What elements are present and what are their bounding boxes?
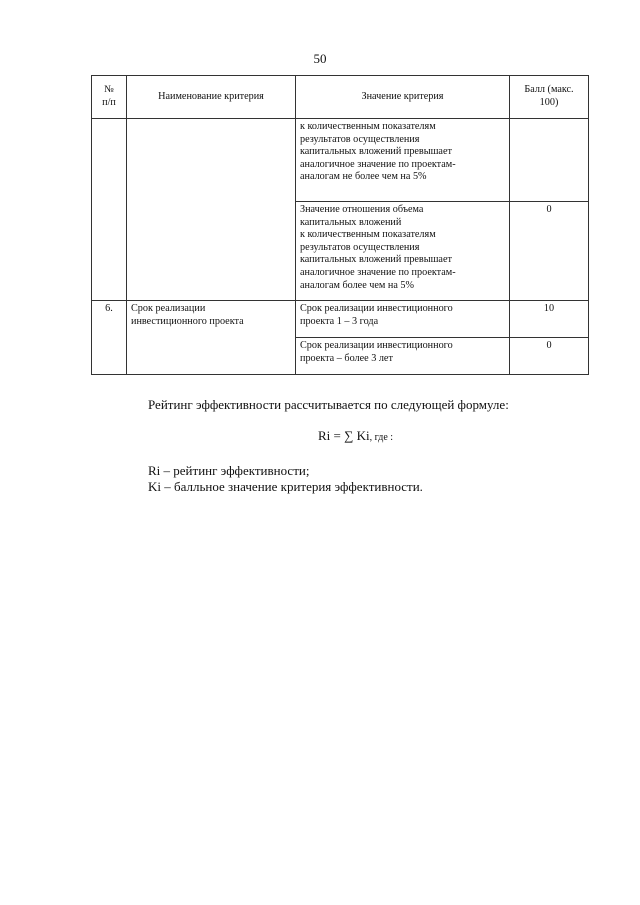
criterion-name-cell <box>127 119 296 301</box>
header-criterion-name: Наименование критерия <box>127 76 296 119</box>
criterion-value-cell: к количественным показателям результатов осуществления капитальных вложений превышает аналогичное значение по проектам- аналогам не более чем на 5% <box>296 119 510 202</box>
formula-main: Ri = ∑ Ki <box>318 428 370 443</box>
criterion-value-cell: Значение отношения объема капитальных вложений к количественным показателям результатов осуществления капитальных вложений превышает аналогичное значение по проектам- аналогам более чем на 5% <box>296 202 510 301</box>
header-criterion-value: Значение критерия <box>296 76 510 119</box>
criterion-value-cell: Срок реализации инвестиционного проекта – более 3 лет <box>296 338 510 375</box>
formula-tail: , где : <box>369 432 394 443</box>
header-number: № п/п <box>92 76 127 119</box>
criterion-value-cell: Срок реализации инвестиционного проекта 1 – 3 года <box>296 301 510 338</box>
definitions-list <box>148 463 423 495</box>
score-cell: 0 <box>510 338 589 375</box>
row-number-cell <box>92 119 127 301</box>
page-number: 50 <box>313 51 327 66</box>
table-row <box>92 119 589 202</box>
formula-intro-text: Рейтинг эффективности рассчитывается по следующей формуле: <box>148 397 509 412</box>
criterion-name-cell: Срок реализации инвестиционного проекта <box>127 301 296 375</box>
score-cell <box>510 119 589 202</box>
header-score: Балл (макс. 100) <box>510 76 589 119</box>
definition-item: Ki – балльное значение критерия эффективности. <box>148 479 423 494</box>
table-header-row <box>92 76 589 119</box>
definition-item: Ri – рейтинг эффективности; <box>148 463 310 478</box>
row-number-cell: 6. <box>92 301 127 375</box>
criteria-table <box>91 75 589 375</box>
score-cell: 10 <box>510 301 589 338</box>
score-cell: 0 <box>510 202 589 301</box>
rating-formula <box>318 428 393 444</box>
table-row <box>92 301 589 338</box>
